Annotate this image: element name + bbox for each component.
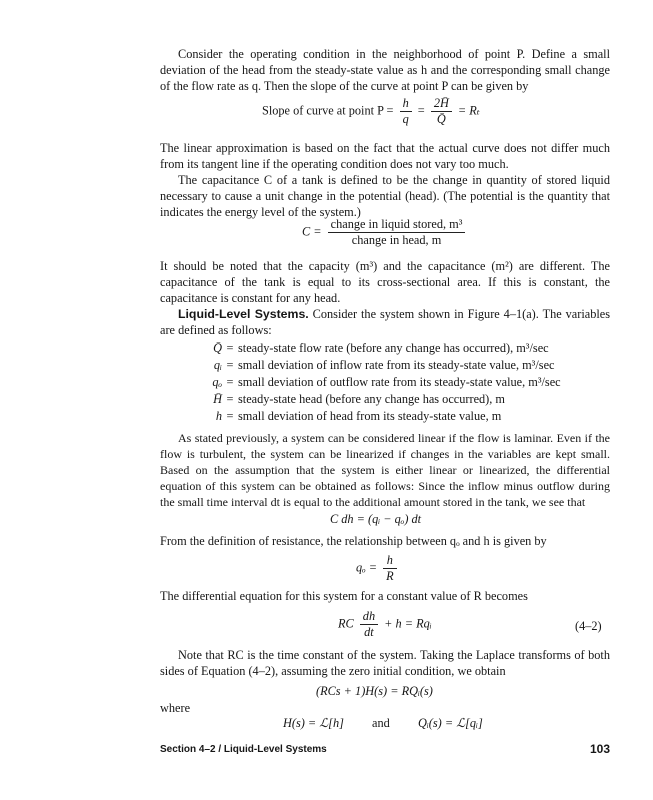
slope-numerator-2: 2H̄ [431,96,452,112]
equation-outflow [356,553,400,584]
variable-symbol: H̄ [213,392,222,406]
equation-number-tag: (4–2) [575,619,602,633]
slope-denominator-2: Q̄ [436,112,446,126]
variable-row: qᵢ = small deviation of inflow rate from its steady-state value, m³/sec [196,357,554,373]
liquid-level-intro-text: Consider the system shown in Figure 4–1(a). The variables are defined as follows: [160,307,611,337]
slope-result: = Rₜ [457,103,480,118]
fraction-h-over-r [383,553,397,584]
variable-description: steady-state flow rate (before any change has occurred), m³/sec [238,341,549,355]
variable-row: h = small deviation of head from its steady-state value, m [196,408,501,424]
variable-description: steady-state head (before any change has occurred), m [238,392,505,406]
fraction-dh-dt [360,609,378,640]
transform-qi: Qᵢ(s) = ℒ[qᵢ] [417,716,483,730]
equation-laplace: (RCs + 1)H(s) = RQᵢ(s) [316,684,433,698]
paragraph-differential-equation: The differential equation for this system for a constant value of R becomes [160,589,528,603]
variable-symbol: qᵢ [213,358,222,372]
paragraph-liquid-level-intro [160,306,610,338]
capacitance-numerator: change in liquid stored, m³ [328,217,466,233]
slope-label: Slope of curve at point P = [262,103,394,118]
variable-row: H̄ = steady-state head (before any change has occurred), m [196,391,505,407]
de-lhs: RC [338,616,354,631]
variable-description: small deviation of head from its steady-state value, m [238,409,502,423]
paragraph-laplace-transform: Note that RC is the time constant of the system. Taking the Laplace transforms of both sides of Equation (4–2), assuming the zero initial condition, we obtain [160,648,610,678]
paragraph-where: where [160,701,191,715]
capacitance-lhs: C = [302,224,322,239]
outflow-numerator: h [383,553,397,569]
transform-h: H(s) = ℒ[h] [283,716,344,730]
fraction-h-over-q [400,96,412,127]
variable-symbol: Q̄ [213,341,222,355]
outflow-lhs: qₒ = [356,560,378,575]
capacitance-denominator: change in head, m [351,233,442,247]
paragraph-resistance-relation: From the definition of resistance, the relationship between qₒ and h is given by [160,534,547,548]
slope-denominator-1: q [402,112,409,126]
section-heading-liquid-level: Liquid-Level Systems. [178,307,309,321]
equation-slope: Slope of curve at point P = $\frac{h}{q}$ = $\frac{2H̄}{Q̄}$ = Rₜ [262,96,480,126]
variable-symbol: h [215,409,222,423]
equation-conservation: C dh = (qᵢ − qₒ) dt [330,512,422,526]
paragraph-capacitance-definition: The capacitance C of a tank is defined to be the change in quantity of stored liquid necessary to cause a unit change in the potential (head). (The potential is the quantity that indicates the energy level of the system.) [160,173,610,219]
de-numerator: dh [360,609,378,625]
equation-4-2 [338,609,432,640]
outflow-denominator: R [386,569,394,583]
variable-description: small deviation of inflow rate from its steady-state value, m³/sec [238,358,555,372]
equation-transform-definitions [283,715,483,731]
transform-and: and [372,716,390,730]
fraction-2h-over-q [431,96,452,127]
paragraph-linear-approximation: The linear approximation is based on the fact that the actual curve does not differ much from its tangent line if the operating condition does not vary too much. [160,141,610,171]
equation-capacitance [302,217,468,248]
de-rhs: + h = Rqᵢ [384,616,432,631]
paragraph-operating-condition: Consider the operating condition in the neighborhood of point P. Define a small deviation of the head from the steady-state value as h and the corresponding small change of the flow rate as q. Then the slope of the curve at point P can be given by [160,47,610,93]
paragraph-capacity-note: It should be noted that the capacity (m³) and the capacitance (m²) are different. The capacitance of the tank is equal to its cross-sectional area. If this is constant, the capacitance is constant for any head. [160,259,610,305]
footer-section-title: Section 4–2 / Liquid-Level Systems [160,744,327,755]
variable-description: small deviation of outflow rate from its steady-state value, m³/sec [238,375,561,389]
variable-row: Q̄ = steady-state flow rate (before any change has occurred), m³/sec [196,340,549,356]
slope-numerator-1: h [400,96,412,112]
fraction-capacitance [328,217,466,248]
page-number: 103 [589,742,610,756]
variable-symbol: qₒ [212,375,222,389]
variable-row: qₒ = small deviation of outflow rate from its steady-state value, m³/sec [196,374,561,390]
de-denominator: dt [364,625,374,639]
paragraph-linearization: As stated previously, a system can be considered linear if the flow is laminar. Even if the flow is turbulent, the system can be linearized if changes in the variables are kept small. Based on the assumption that the system is either linear or linearized, the differential equation of this system can be obtained as follows: Since the inflow minus outflow during the small time interval dt is equal to the additional amount stored in the tank, we see that [160,431,610,509]
